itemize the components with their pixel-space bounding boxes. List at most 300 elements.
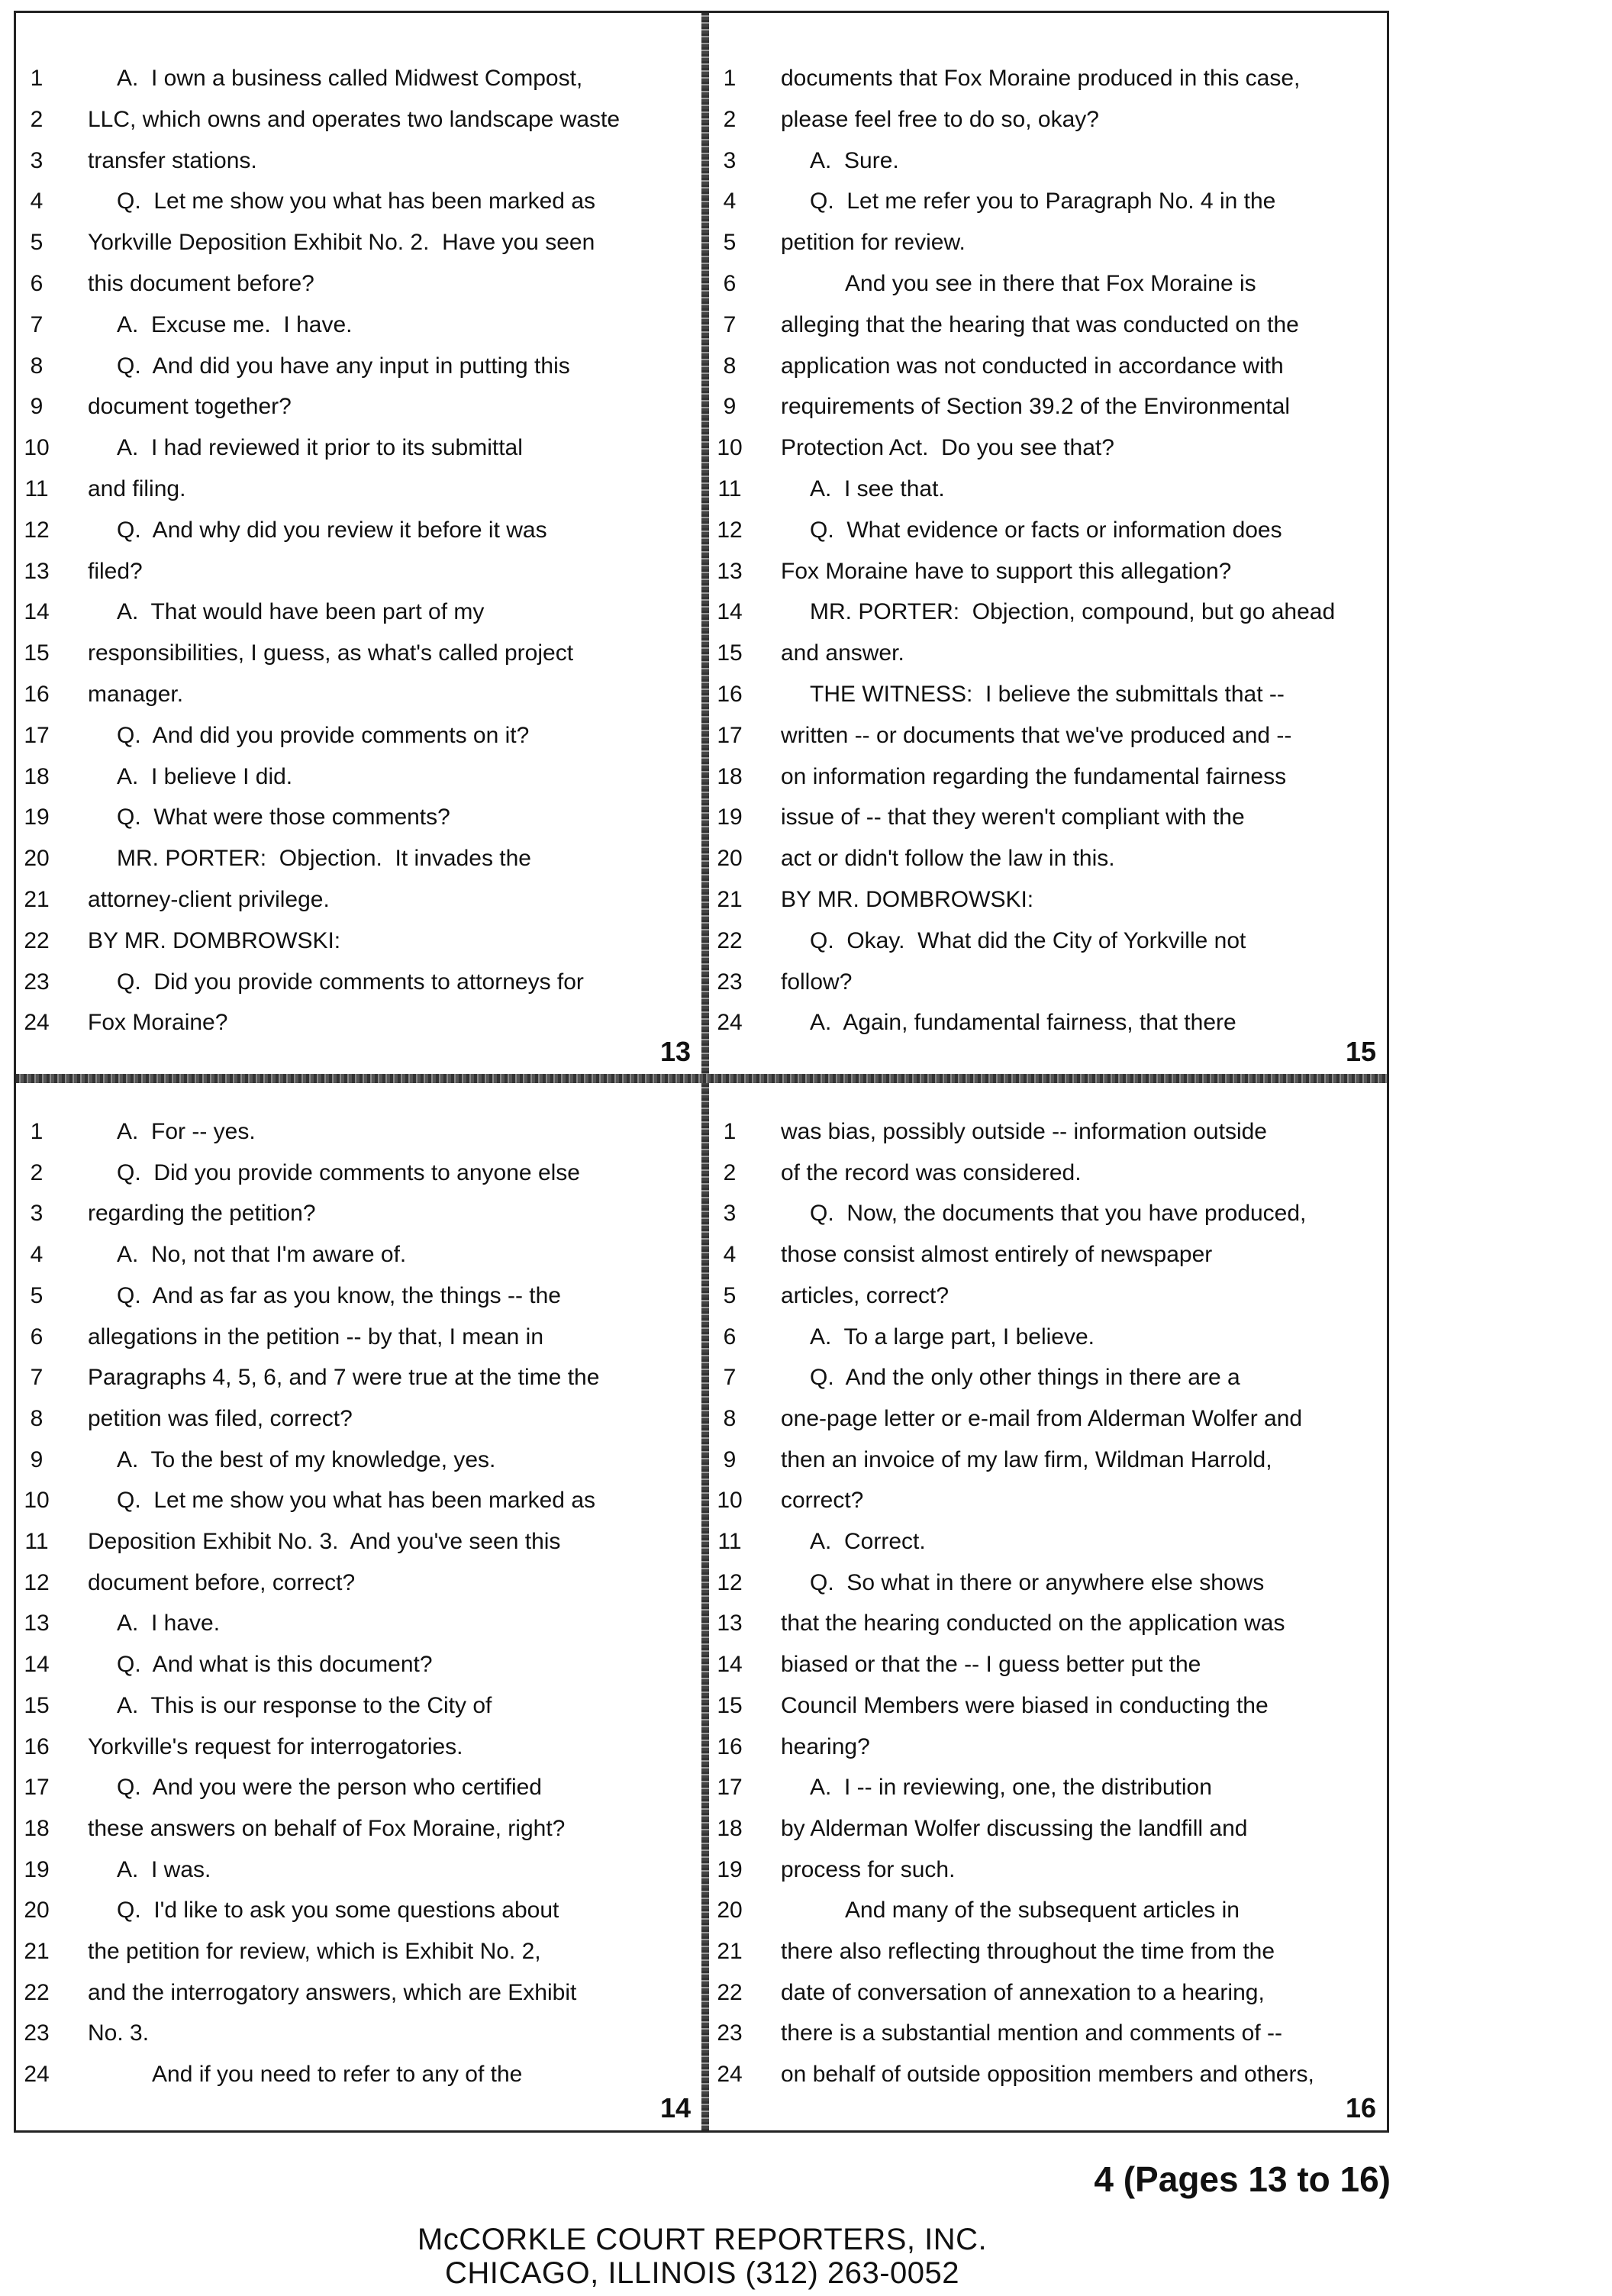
line-number: 11 — [24, 1529, 49, 1554]
transcript-line — [711, 679, 1387, 710]
transcript-line — [711, 721, 1387, 751]
line-text: Q. Let me show you what has been marked as — [117, 189, 595, 214]
transcript-line — [711, 1936, 1387, 1967]
transcript-line — [711, 351, 1387, 382]
page-number: 13 — [659, 1036, 691, 1067]
line-number: 23 — [717, 969, 743, 995]
line-text: articles, correct? — [781, 1282, 949, 1308]
line-text: Q. And why did you review it before it was — [117, 517, 547, 543]
line-number: 16 — [24, 1733, 50, 1759]
transcript-line — [18, 474, 701, 505]
transcript-line — [711, 474, 1387, 505]
transcript-line — [711, 1158, 1387, 1188]
transcript-page-15 — [711, 13, 1387, 1074]
line-text: BY MR. DOMBROWSKI: — [88, 927, 341, 953]
line-text: Q. Did you provide comments to anyone else — [117, 1159, 580, 1185]
transcript-line — [18, 885, 701, 915]
line-text: document before, correct? — [88, 1569, 356, 1595]
line-text: Q. And as far as you know, the things -- the — [117, 1282, 561, 1308]
line-number: 7 — [30, 1365, 44, 1391]
page-number: 16 — [1345, 2092, 1376, 2123]
line-text: LLC, which owns and operates two landscape waste — [88, 106, 621, 132]
line-number: 19 — [24, 805, 50, 830]
line-number: 11 — [717, 1529, 742, 1554]
line-text: process for such. — [781, 1856, 956, 1882]
line-text: on information regarding the fundamental fairness — [781, 763, 1287, 789]
line-text: by Alderman Wolfer discussing the landfill and — [781, 1815, 1248, 1841]
line-number: 5 — [30, 1282, 44, 1308]
line-text: A. I see that. — [810, 476, 945, 501]
transcript-line — [18, 721, 701, 751]
transcript-line — [711, 967, 1387, 998]
transcript-line — [711, 105, 1387, 135]
line-text: requirements of Section 39.2 of the Environmental — [781, 394, 1291, 420]
line-number: 8 — [30, 1405, 44, 1431]
line-number: 24 — [24, 1010, 50, 1036]
line-text: A. To the best of my knowledge, yes. — [117, 1446, 496, 1472]
transcript-line — [711, 1527, 1387, 1557]
vertical-divider — [701, 13, 709, 2130]
transcript-line — [18, 967, 701, 998]
line-text: Q. Let me refer you to Paragraph No. 4 in the — [810, 189, 1276, 214]
line-number: 23 — [717, 2020, 743, 2046]
line-text: documents that Fox Moraine produced in this case, — [781, 66, 1301, 91]
transcript-line — [711, 1404, 1387, 1434]
transcript-line — [711, 1978, 1387, 2008]
line-number: 16 — [24, 682, 50, 707]
line-number: 14 — [24, 1652, 50, 1678]
transcript-line — [711, 1117, 1387, 1147]
transcript-line — [711, 269, 1387, 299]
line-text: on behalf of outside opposition members and others, — [781, 2062, 1314, 2088]
transcript-line — [711, 1691, 1387, 1721]
line-number: 8 — [30, 353, 44, 379]
line-text: Paragraphs 4, 5, 6, and 7 were true at the time the — [88, 1365, 600, 1391]
transcript-line — [711, 1568, 1387, 1598]
line-text: hearing? — [781, 1733, 870, 1759]
transcript-line — [18, 597, 701, 627]
line-number: 24 — [717, 2062, 743, 2088]
horizontal-divider — [16, 1074, 1387, 1083]
line-text: correct? — [781, 1488, 864, 1514]
transcript-line — [711, 1322, 1387, 1353]
line-text: Q. And did you have any input in putting this — [117, 353, 570, 379]
line-number: 18 — [24, 763, 50, 789]
transcript-line — [18, 1608, 701, 1639]
line-number: 24 — [717, 1010, 743, 1036]
line-number: 8 — [723, 353, 737, 379]
line-number: 21 — [717, 1939, 743, 1964]
line-number: 9 — [723, 394, 737, 420]
line-text: A. For -- yes. — [117, 1119, 256, 1144]
line-text: manager. — [88, 682, 184, 707]
line-number: 4 — [30, 189, 44, 214]
line-number: 6 — [723, 1324, 737, 1350]
line-text: alleging that the hearing that was conducted on the — [781, 311, 1299, 337]
line-text: A. I was. — [117, 1856, 211, 1882]
line-number: 2 — [723, 106, 737, 132]
transcript-line — [711, 392, 1387, 422]
line-text: Q. Now, the documents that you have produced, — [810, 1201, 1307, 1227]
line-text: please feel free to do so, okay? — [781, 106, 1099, 132]
transcript-line — [18, 1855, 701, 1885]
line-text: THE WITNESS: I believe the submittals that -- — [810, 682, 1285, 707]
line-number: 12 — [717, 517, 743, 543]
line-text: that the hearing conducted on the application was — [781, 1611, 1285, 1637]
line-number: 10 — [24, 435, 50, 461]
line-text: transfer stations. — [88, 147, 257, 173]
line-number: 13 — [24, 558, 50, 584]
court-reporter-contact: CHICAGO, ILLINOIS (312) 263-0052 — [444, 2256, 960, 2290]
line-number: 19 — [24, 1856, 50, 1882]
line-number: 18 — [717, 1815, 743, 1841]
transcript-line — [18, 1281, 701, 1311]
transcript-line — [18, 515, 701, 546]
line-text: date of conversation of annexation to a hearing, — [781, 1979, 1265, 2005]
line-text: Q. And did you provide comments on it? — [117, 722, 530, 748]
line-number: 22 — [717, 927, 743, 953]
transcript-line — [18, 1117, 701, 1147]
line-text: A. I have. — [117, 1611, 221, 1637]
line-text: Q. And what is this document? — [117, 1652, 433, 1678]
line-text: written -- or documents that we've produced and -- — [781, 722, 1292, 748]
line-text: petition for review. — [781, 230, 966, 256]
line-number: 15 — [717, 1692, 743, 1718]
line-number: 4 — [30, 1242, 44, 1268]
transcript-line — [18, 843, 701, 874]
line-text: application was not conducted in accordance with — [781, 353, 1284, 379]
transcript-line — [18, 2059, 701, 2090]
transcript-line — [18, 269, 701, 299]
transcript-line — [18, 556, 701, 587]
line-text: Council Members were biased in conducting the — [781, 1692, 1269, 1718]
transcript-line — [711, 638, 1387, 669]
transcript-line — [18, 1527, 701, 1557]
line-text: act or didn't follow the law in this. — [781, 846, 1115, 872]
line-text: issue of -- that they weren't compliant with the — [781, 805, 1245, 830]
transcript-line — [18, 802, 701, 833]
transcript-line — [711, 1445, 1387, 1475]
line-number: 2 — [723, 1159, 737, 1185]
line-text: those consist almost entirely of newspaper — [781, 1242, 1213, 1268]
line-text: then an invoice of my law firm, Wildman Harrold, — [781, 1446, 1272, 1472]
transcript-line — [18, 762, 701, 792]
line-number: 2 — [30, 106, 44, 132]
transcript-line — [18, 310, 701, 340]
transcript-line — [711, 515, 1387, 546]
transcript-line — [18, 63, 701, 94]
transcript-line — [18, 146, 701, 176]
transcript-line — [18, 433, 701, 463]
line-text: A. To a large part, I believe. — [810, 1324, 1095, 1350]
line-number: 1 — [723, 1119, 737, 1144]
line-number: 20 — [24, 846, 50, 872]
line-text: And you see in there that Fox Moraine is — [845, 271, 1256, 296]
line-text: filed? — [88, 558, 143, 584]
transcript-line — [711, 802, 1387, 833]
line-text: Deposition Exhibit No. 3. And you've seen this — [88, 1529, 561, 1554]
line-number: 18 — [717, 763, 743, 789]
line-text: petition was filed, correct? — [88, 1405, 353, 1431]
line-text: the petition for review, which is Exhibit No. 2, — [88, 1939, 541, 1964]
transcript-line — [711, 926, 1387, 956]
transcript-line — [18, 1445, 701, 1475]
line-text: regarding the petition? — [88, 1201, 316, 1227]
transcript-line — [18, 186, 701, 217]
transcript-line — [711, 597, 1387, 627]
transcript-line — [711, 885, 1387, 915]
transcript-line — [711, 556, 1387, 587]
line-text: and answer. — [781, 640, 904, 666]
transcript-line — [711, 2059, 1387, 2090]
line-number: 9 — [30, 1446, 44, 1472]
line-number: 17 — [24, 1775, 50, 1801]
line-number: 16 — [717, 1733, 743, 1759]
line-text: this document before? — [88, 271, 314, 296]
transcript-line — [711, 1649, 1387, 1680]
line-number: 23 — [24, 2020, 50, 2046]
line-number: 13 — [717, 558, 743, 584]
line-number: 7 — [30, 311, 44, 337]
transcript-line — [18, 392, 701, 422]
line-text: these answers on behalf of Fox Moraine, right? — [88, 1815, 566, 1841]
line-number: 10 — [717, 435, 743, 461]
transcript-line — [18, 1485, 701, 1516]
page-range-label: 4 (Pages 13 to 16) — [1094, 2159, 1391, 2199]
line-number: 20 — [717, 846, 743, 872]
line-text: Q. Let me show you what has been marked as — [117, 1488, 595, 1514]
transcript-line — [711, 1608, 1387, 1639]
line-text: there is a substantial mention and comments of -- — [781, 2020, 1282, 2046]
line-number: 4 — [723, 1242, 737, 1268]
line-number: 11 — [24, 476, 49, 501]
line-number: 21 — [24, 887, 50, 912]
line-number: 9 — [30, 394, 44, 420]
transcript-line — [711, 1814, 1387, 1844]
line-number: 7 — [723, 311, 737, 337]
line-number: 1 — [30, 1119, 44, 1144]
line-number: 13 — [24, 1611, 50, 1637]
line-text: Yorkville Deposition Exhibit No. 2. Have you seen — [88, 230, 595, 256]
transcript-line — [18, 1158, 701, 1188]
line-text: A. I own a business called Midwest Compost, — [117, 66, 583, 91]
line-number: 22 — [24, 1979, 50, 2005]
transcript-line — [18, 1322, 701, 1353]
transcript-line — [18, 1240, 701, 1270]
transcript-line — [18, 1691, 701, 1721]
line-number: 10 — [24, 1488, 50, 1514]
line-number: 2 — [30, 1159, 44, 1185]
line-text: attorney-client privilege. — [88, 887, 330, 912]
line-number: 14 — [24, 599, 50, 625]
line-text: A. Sure. — [810, 147, 899, 173]
line-text: A. Excuse me. I have. — [117, 311, 353, 337]
line-text: document together? — [88, 394, 292, 420]
transcript-line — [18, 1568, 701, 1598]
transcript-line — [711, 1732, 1387, 1762]
line-number: 12 — [24, 1569, 50, 1595]
transcript-line — [711, 310, 1387, 340]
line-number: 18 — [24, 1815, 50, 1841]
transcript-line — [18, 2018, 701, 2049]
line-text: follow? — [781, 969, 853, 995]
transcript-line — [711, 1895, 1387, 1926]
line-text: allegations in the petition -- by that, I mean in — [88, 1324, 544, 1350]
line-number: 15 — [24, 1692, 50, 1718]
transcript-line — [711, 227, 1387, 258]
line-number: 5 — [30, 230, 44, 256]
line-text: A. Correct. — [810, 1529, 926, 1554]
line-text: there also reflecting throughout the time from the — [781, 1939, 1275, 1964]
line-text: A. No, not that I'm aware of. — [117, 1242, 407, 1268]
line-text: Protection Act. Do you see that? — [781, 435, 1114, 461]
line-number: 6 — [723, 271, 737, 296]
transcript-line — [18, 1362, 701, 1393]
line-text: A. I believe I did. — [117, 763, 293, 789]
transcript-line — [18, 1772, 701, 1803]
line-number: 3 — [723, 147, 737, 173]
transcript-line — [18, 679, 701, 710]
transcript-line — [18, 1895, 701, 1926]
line-text: MR. PORTER: Objection, compound, but go ahead — [810, 599, 1336, 625]
transcript-line — [18, 1198, 701, 1229]
transcript-line — [711, 1198, 1387, 1229]
page-number: 14 — [659, 2092, 691, 2123]
line-number: 21 — [24, 1939, 50, 1964]
transcript-line — [18, 1404, 701, 1434]
line-text: and filing. — [88, 476, 186, 501]
transcript-grid — [14, 11, 1389, 2133]
line-number: 6 — [30, 271, 44, 296]
line-number: 22 — [24, 927, 50, 953]
court-reporter-name: McCORKLE COURT REPORTERS, INC. — [417, 2223, 988, 2256]
transcript-line — [711, 843, 1387, 874]
line-number: 8 — [723, 1405, 737, 1431]
line-number: 15 — [717, 640, 743, 666]
line-number: 3 — [723, 1201, 737, 1227]
transcript-page-14 — [18, 1083, 701, 2130]
line-text: A. I -- in reviewing, one, the distribution — [810, 1775, 1212, 1801]
transcript-line — [711, 1485, 1387, 1516]
line-text: A. Again, fundamental fairness, that there — [810, 1010, 1236, 1036]
line-number: 13 — [717, 1611, 743, 1637]
line-text: Q. So what in there or anywhere else shows — [810, 1569, 1265, 1595]
line-text: was bias, possibly outside -- information outside — [781, 1119, 1267, 1144]
transcript-line — [711, 433, 1387, 463]
line-number: 4 — [723, 189, 737, 214]
line-text: Q. Okay. What did the City of Yorkville not — [810, 927, 1246, 953]
line-text: of the record was considered. — [781, 1159, 1082, 1185]
transcript-line — [18, 227, 701, 258]
line-number: 21 — [717, 887, 743, 912]
line-text: Q. I'd like to ask you some questions about — [117, 1898, 559, 1924]
transcript-line — [18, 926, 701, 956]
line-text: A. This is our response to the City of — [117, 1692, 492, 1718]
line-number: 12 — [24, 517, 50, 543]
transcript-line — [711, 146, 1387, 176]
line-text: Q. What were those comments? — [117, 805, 450, 830]
line-number: 10 — [717, 1488, 743, 1514]
transcript-line — [18, 1814, 701, 1844]
line-number: 24 — [24, 2062, 50, 2088]
transcript-line — [711, 1362, 1387, 1393]
line-text: Q. What evidence or facts or information does — [810, 517, 1282, 543]
line-text: Q. And you were the person who certified — [117, 1775, 542, 1801]
transcript-page-13 — [18, 13, 701, 1074]
line-text: Yorkville's request for interrogatories. — [88, 1733, 463, 1759]
line-text: Fox Moraine have to support this allegation? — [781, 558, 1232, 584]
line-number: 22 — [717, 1979, 743, 2005]
line-number: 9 — [723, 1446, 737, 1472]
line-number: 17 — [717, 722, 743, 748]
line-text: And many of the subsequent articles in — [845, 1898, 1240, 1924]
line-number: 23 — [24, 969, 50, 995]
line-number: 12 — [717, 1569, 743, 1595]
line-number: 7 — [723, 1365, 737, 1391]
line-text: one-page letter or e-mail from Alderman Wolfer and — [781, 1405, 1303, 1431]
transcript-line — [18, 1649, 701, 1680]
line-text: MR. PORTER: Objection. It invades the — [117, 846, 531, 872]
line-number: 19 — [717, 805, 743, 830]
transcript-line — [711, 1240, 1387, 1270]
transcript-line — [711, 1855, 1387, 1885]
transcript-line — [711, 63, 1387, 94]
line-text: Q. And the only other things in there are a — [810, 1365, 1240, 1391]
line-number: 15 — [24, 640, 50, 666]
transcript-line — [18, 1008, 701, 1038]
transcript-line — [18, 105, 701, 135]
line-number: 1 — [30, 66, 44, 91]
line-number: 5 — [723, 1282, 737, 1308]
transcript-line — [711, 762, 1387, 792]
line-text: No. 3. — [88, 2020, 150, 2046]
line-number: 3 — [30, 147, 44, 173]
line-number: 14 — [717, 599, 743, 625]
line-number: 19 — [717, 1856, 743, 1882]
line-text: A. I had reviewed it prior to its submittal — [117, 435, 523, 461]
transcript-line — [711, 1281, 1387, 1311]
transcript-line — [18, 1732, 701, 1762]
page-number: 15 — [1345, 1036, 1376, 1067]
line-text: biased or that the -- I guess better put the — [781, 1652, 1201, 1678]
line-number: 5 — [723, 230, 737, 256]
line-text: Q. Did you provide comments to attorneys for — [117, 969, 584, 995]
transcript-line — [18, 638, 701, 669]
transcript-line — [18, 1936, 701, 1967]
transcript-line — [18, 351, 701, 382]
line-number: 20 — [24, 1898, 50, 1924]
transcript-line — [711, 1008, 1387, 1038]
line-text: Fox Moraine? — [88, 1010, 228, 1036]
line-number: 17 — [24, 722, 50, 748]
transcript-line — [711, 1772, 1387, 1803]
transcript-page-16 — [711, 1083, 1387, 2130]
transcript-line — [18, 1978, 701, 2008]
line-number: 11 — [717, 476, 742, 501]
line-text: BY MR. DOMBROWSKI: — [781, 887, 1034, 912]
line-number: 17 — [717, 1775, 743, 1801]
line-number: 3 — [30, 1201, 44, 1227]
line-number: 6 — [30, 1324, 44, 1350]
transcript-line — [711, 186, 1387, 217]
line-number: 20 — [717, 1898, 743, 1924]
line-text: responsibilities, I guess, as what's called project — [88, 640, 574, 666]
transcript-line — [711, 2018, 1387, 2049]
line-text: And if you need to refer to any of the — [152, 2062, 523, 2088]
line-text: A. That would have been part of my — [117, 599, 485, 625]
line-number: 1 — [723, 66, 737, 91]
line-text: and the interrogatory answers, which are Exhibit — [88, 1979, 577, 2005]
